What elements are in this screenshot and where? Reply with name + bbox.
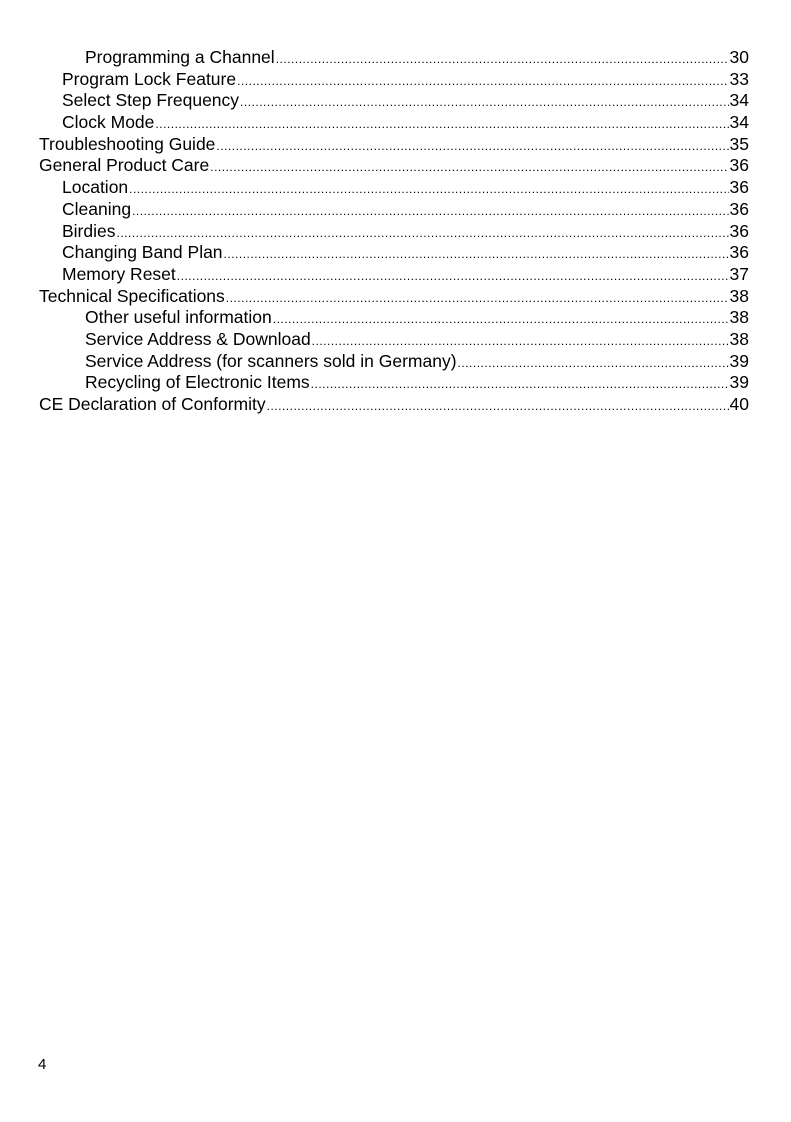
toc-entry-title: CE Declaration of Conformity <box>39 394 266 414</box>
dot-leader <box>267 396 729 418</box>
toc-entry[interactable] <box>39 90 749 112</box>
toc-entry-page: 35 <box>729 133 749 154</box>
dot-leader <box>132 201 728 223</box>
toc-entry[interactable] <box>39 134 749 156</box>
dot-leader <box>155 114 728 136</box>
dot-leader <box>240 92 728 114</box>
toc-entry-page: 33 <box>729 68 749 89</box>
toc-entry[interactable] <box>39 177 749 199</box>
toc-entry-page: 40 <box>729 394 749 414</box>
toc-entry-page: 36 <box>729 198 749 219</box>
toc-entry-page: 36 <box>729 220 749 241</box>
page-number: 4 <box>38 1056 47 1073</box>
toc-entry[interactable] <box>39 69 749 91</box>
toc-entry-title: General Product Care <box>39 155 210 176</box>
toc-entry[interactable] <box>39 221 749 243</box>
toc-entry-title: Program Lock Feature <box>62 68 237 89</box>
toc-entry-page: 38 <box>729 307 749 328</box>
toc-entry[interactable] <box>39 199 749 221</box>
toc-entry-page: 38 <box>729 285 749 306</box>
toc-entry[interactable] <box>39 242 749 264</box>
toc-entry-title: Programming a Channel <box>85 47 275 67</box>
dot-leader <box>276 49 729 71</box>
toc-entry-page: 39 <box>729 372 749 393</box>
toc-entry-title: Other useful information <box>85 307 272 328</box>
toc-entry-page: 39 <box>729 350 749 371</box>
dot-leader <box>273 309 729 331</box>
toc-entry-title: Changing Band Plan <box>62 242 223 263</box>
toc-entry[interactable] <box>39 372 749 394</box>
dot-leader <box>129 179 728 201</box>
toc-entry-title: Cleaning <box>62 198 132 219</box>
dot-leader <box>311 374 729 396</box>
toc-entry[interactable] <box>39 112 749 134</box>
toc-entry-title: Service Address (for scanners sold in Germany) <box>85 350 457 371</box>
toc-entry[interactable] <box>39 307 749 329</box>
toc-entry-page: 36 <box>729 155 749 176</box>
toc-entry-title: Troubleshooting Guide <box>39 133 216 154</box>
toc-entry-page: 30 <box>729 47 749 67</box>
toc-entry-title: Service Address & Download <box>85 328 311 349</box>
toc-entry-title: Location <box>62 177 129 198</box>
toc-entry[interactable] <box>39 329 749 351</box>
dot-leader <box>458 353 729 375</box>
toc-entry-page: 38 <box>729 328 749 349</box>
toc-entry-page: 34 <box>729 90 749 111</box>
dot-leader <box>226 288 729 310</box>
toc-entry[interactable] <box>39 394 749 416</box>
dot-leader <box>312 331 729 353</box>
dot-leader <box>177 266 729 288</box>
toc-entry-title: Memory Reset <box>62 263 176 284</box>
table-of-contents <box>39 47 749 416</box>
toc-entry-page: 34 <box>729 112 749 133</box>
toc-entry-page: 36 <box>729 242 749 263</box>
dot-leader <box>237 71 728 93</box>
toc-entry-title: Birdies <box>62 220 116 241</box>
toc-entry[interactable] <box>39 351 749 373</box>
toc-entry-page: 37 <box>729 263 749 284</box>
toc-entry[interactable] <box>39 264 749 286</box>
dot-leader <box>224 244 729 266</box>
toc-entry-page: 36 <box>729 177 749 198</box>
toc-entry-title: Technical Specifications <box>39 285 225 306</box>
toc-entry[interactable] <box>39 47 749 69</box>
toc-entry-title: Recycling of Electronic Items <box>85 372 310 393</box>
toc-entry-title: Clock Mode <box>62 112 155 133</box>
toc-entry-title: Select Step Frequency <box>62 90 240 111</box>
dot-leader <box>216 136 728 158</box>
toc-entry[interactable] <box>39 155 749 177</box>
dot-leader <box>210 157 728 179</box>
toc-entry[interactable] <box>39 286 749 308</box>
dot-leader <box>117 223 729 245</box>
